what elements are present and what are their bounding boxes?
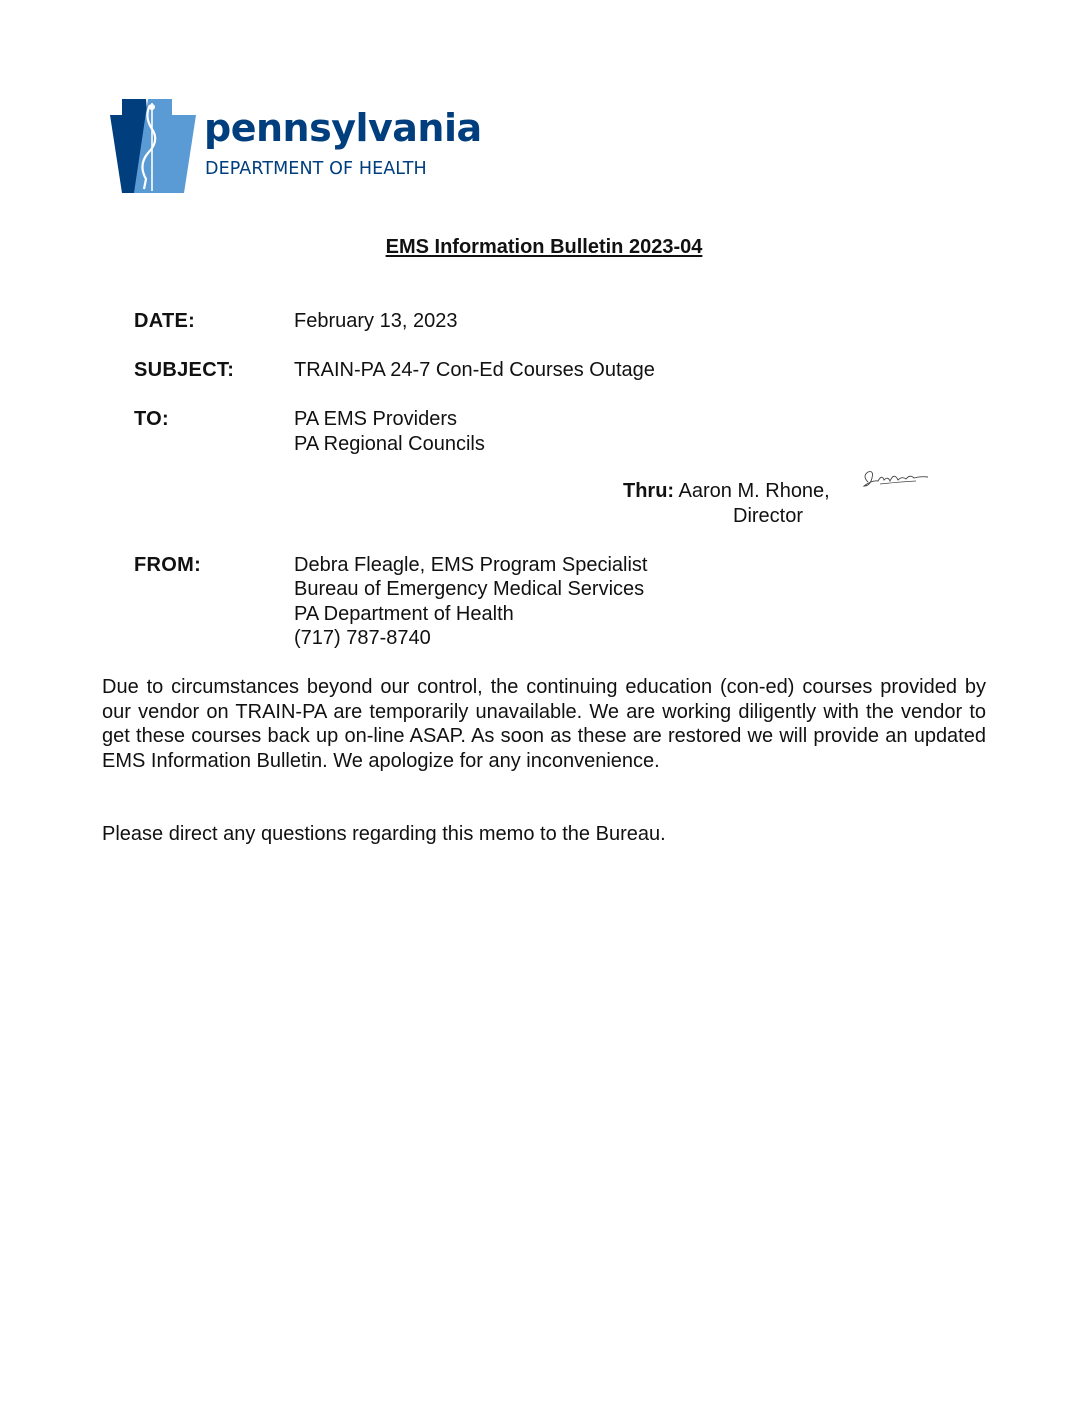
date-value: February 13, 2023	[294, 310, 458, 332]
thru-label: Thru:	[623, 480, 675, 502]
thru-line	[623, 479, 830, 504]
pa-health-logo	[100, 99, 480, 195]
logo-wordmark: pennsylvania	[204, 106, 482, 150]
to-recipient-1: PA EMS Providers	[294, 408, 458, 430]
from-line-3: PA Department of Health	[294, 603, 514, 625]
keystone-logo-icon	[100, 99, 196, 193]
thru-title: Director	[733, 505, 804, 527]
thru-name: Aaron M. Rhone,	[678, 480, 830, 502]
from-label: FROM:	[134, 554, 202, 576]
to-recipient-2: PA Regional Councils	[294, 433, 485, 455]
from-line-2: Bureau of Emergency Medical Services	[294, 578, 645, 600]
subject-label: SUBJECT:	[134, 359, 235, 381]
bulletin-title: EMS Information Bulletin 2023-04	[385, 236, 703, 258]
from-line-4: (717) 787-8740	[294, 627, 431, 649]
to-label: TO:	[134, 408, 169, 430]
body-paragraph-2: Please direct any questions regarding this memo to the Bureau.	[102, 823, 666, 845]
body-paragraph-1: Due to circumstances beyond our control, the continuing education (con-ed) courses provided by our vendor on TRAIN-PA are temporarily unavailable. We are working diligently with the vendor to get these courses back up on-line ASAP. As soon as these are restored we will provide an updated EMS Information Bulletin. We apologize for any inconvenience.	[102, 676, 986, 772]
date-label: DATE:	[134, 310, 196, 332]
signature-image	[858, 466, 930, 494]
from-line-1: Debra Fleagle, EMS Program Specialist	[294, 554, 648, 576]
logo-department-text: DEPARTMENT OF HEALTH	[205, 159, 427, 179]
subject-value: TRAIN-PA 24-7 Con-Ed Courses Outage	[294, 359, 655, 381]
